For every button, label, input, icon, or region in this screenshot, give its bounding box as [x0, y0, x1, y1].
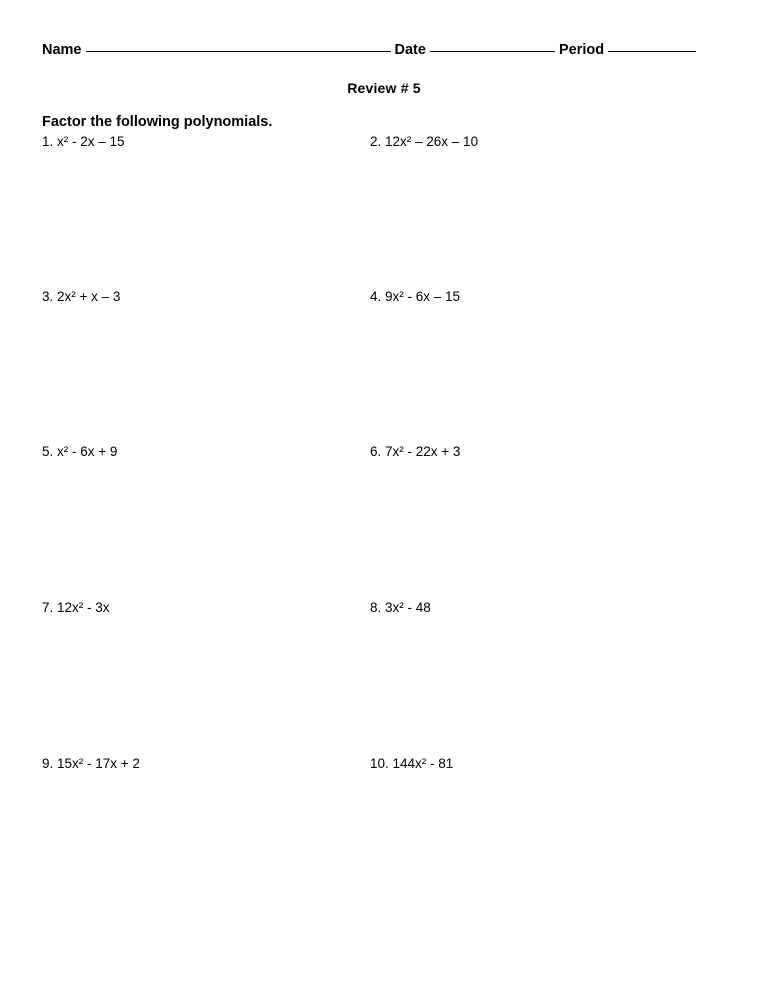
- problem-2: 2. 12x² – 26x – 10: [370, 134, 479, 149]
- problem-row: [42, 132, 732, 287]
- problem-4: 4. 9x² - 6x – 15: [370, 289, 461, 304]
- problem-row: [42, 598, 732, 754]
- problem-row: [42, 287, 732, 442]
- instructions-text: Factor the following polynomials.: [42, 114, 273, 130]
- problem-1: 1. x² - 2x – 15: [42, 134, 125, 149]
- problem-5: 5. x² - 6x + 9: [42, 444, 118, 459]
- period-label: Period: [558, 42, 605, 58]
- problem-6: 6. 7x² - 22x + 3: [370, 444, 461, 459]
- problem-10: 10. 144x² - 81: [370, 756, 454, 771]
- problems-list: [42, 132, 732, 834]
- student-info-header: [42, 42, 728, 58]
- problem-7: 7. 12x² - 3x: [42, 600, 110, 615]
- problem-9: 9. 15x² - 17x + 2: [42, 756, 140, 771]
- period-blank-line[interactable]: [608, 51, 696, 52]
- problem-3: 3. 2x² + x – 3: [42, 289, 121, 304]
- problem-row: [42, 442, 732, 598]
- problem-row: [42, 754, 732, 834]
- name-label: Name: [42, 42, 82, 58]
- date-label: Date: [394, 42, 426, 58]
- date-blank-line[interactable]: [430, 51, 555, 52]
- problem-8: 8. 3x² - 48: [370, 600, 431, 615]
- name-blank-line[interactable]: [86, 51, 391, 52]
- page-title: Review # 5: [347, 80, 421, 96]
